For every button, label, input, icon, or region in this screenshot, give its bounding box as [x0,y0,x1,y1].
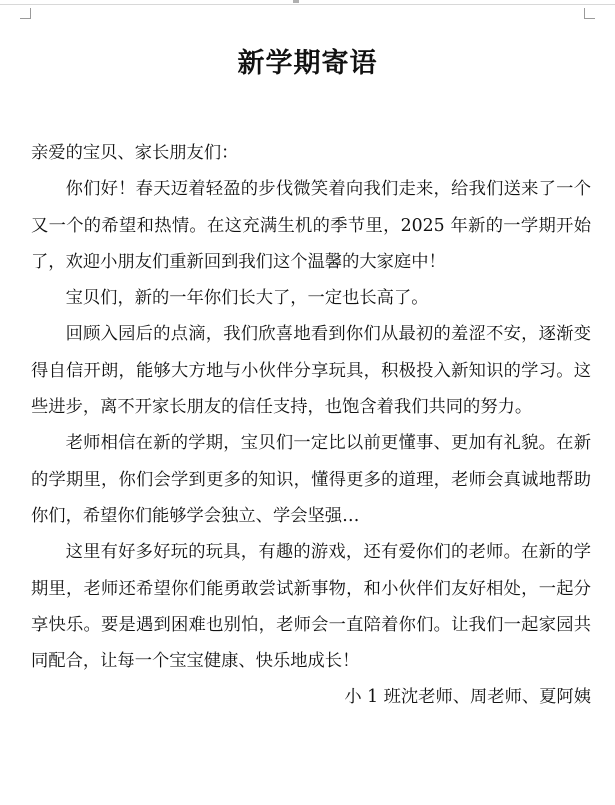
signature-line: 小 1 班沈老师、周老师、夏阿姨 [344,687,591,708]
paragraph-5: 这里有好多好玩的玩具，有趣的游戏，还有爱你们的老师。在新的学期里，老师还希望你们能勇敢尝试新事物，和小伙伴们友好相处，一起分享快乐。要是遇到困难也别怕，老师会一直陪着你们。让我们一起家园共同配合，让每一个宝宝健康、快乐地成长！ [31,542,591,672]
greeting-line: 亲爱的宝贝、家长朋友们： [31,143,239,163]
paragraph-4: 老师相信在新的学期，宝贝们一定比以前更懂事、更加有礼貌。在新的学期里，你们会学到更多的知识，懂得更多的道理，老师会真诚地帮助你们，希望你们能够学会独立、学会坚强… [31,433,591,526]
paragraph-3: 回顾入园后的点滴，我们欣喜地看到你们从最初的羞涩不安，逐渐变得自信开朗，能够大方地与小伙伴分享玩具，积极投入新知识的学习。这些进步，离不开家长朋友的信任支持，也饱含着我们共同的努力。 [31,324,591,418]
page-title: 新学期寄语 [237,48,378,79]
top-ruler [0,0,615,5]
ruler-indent-marker[interactable] [293,0,299,3]
paragraph-2: 宝贝们，新的一年你们长大了，一定也长高了。 [65,288,429,309]
document-body [31,135,591,716]
margin-corner-mark-left [20,8,31,19]
paragraph-1: 你们好！春天迈着轻盈的步伐微笑着向我们走来，给我们送来了一个又一个的希望和热情。在这充满生机的季节里，2025 年新的一学期开始了，欢迎小朋友们重新回到我们这个温馨的大家庭中！ [31,179,591,272]
margin-corner-mark-right [584,8,595,19]
